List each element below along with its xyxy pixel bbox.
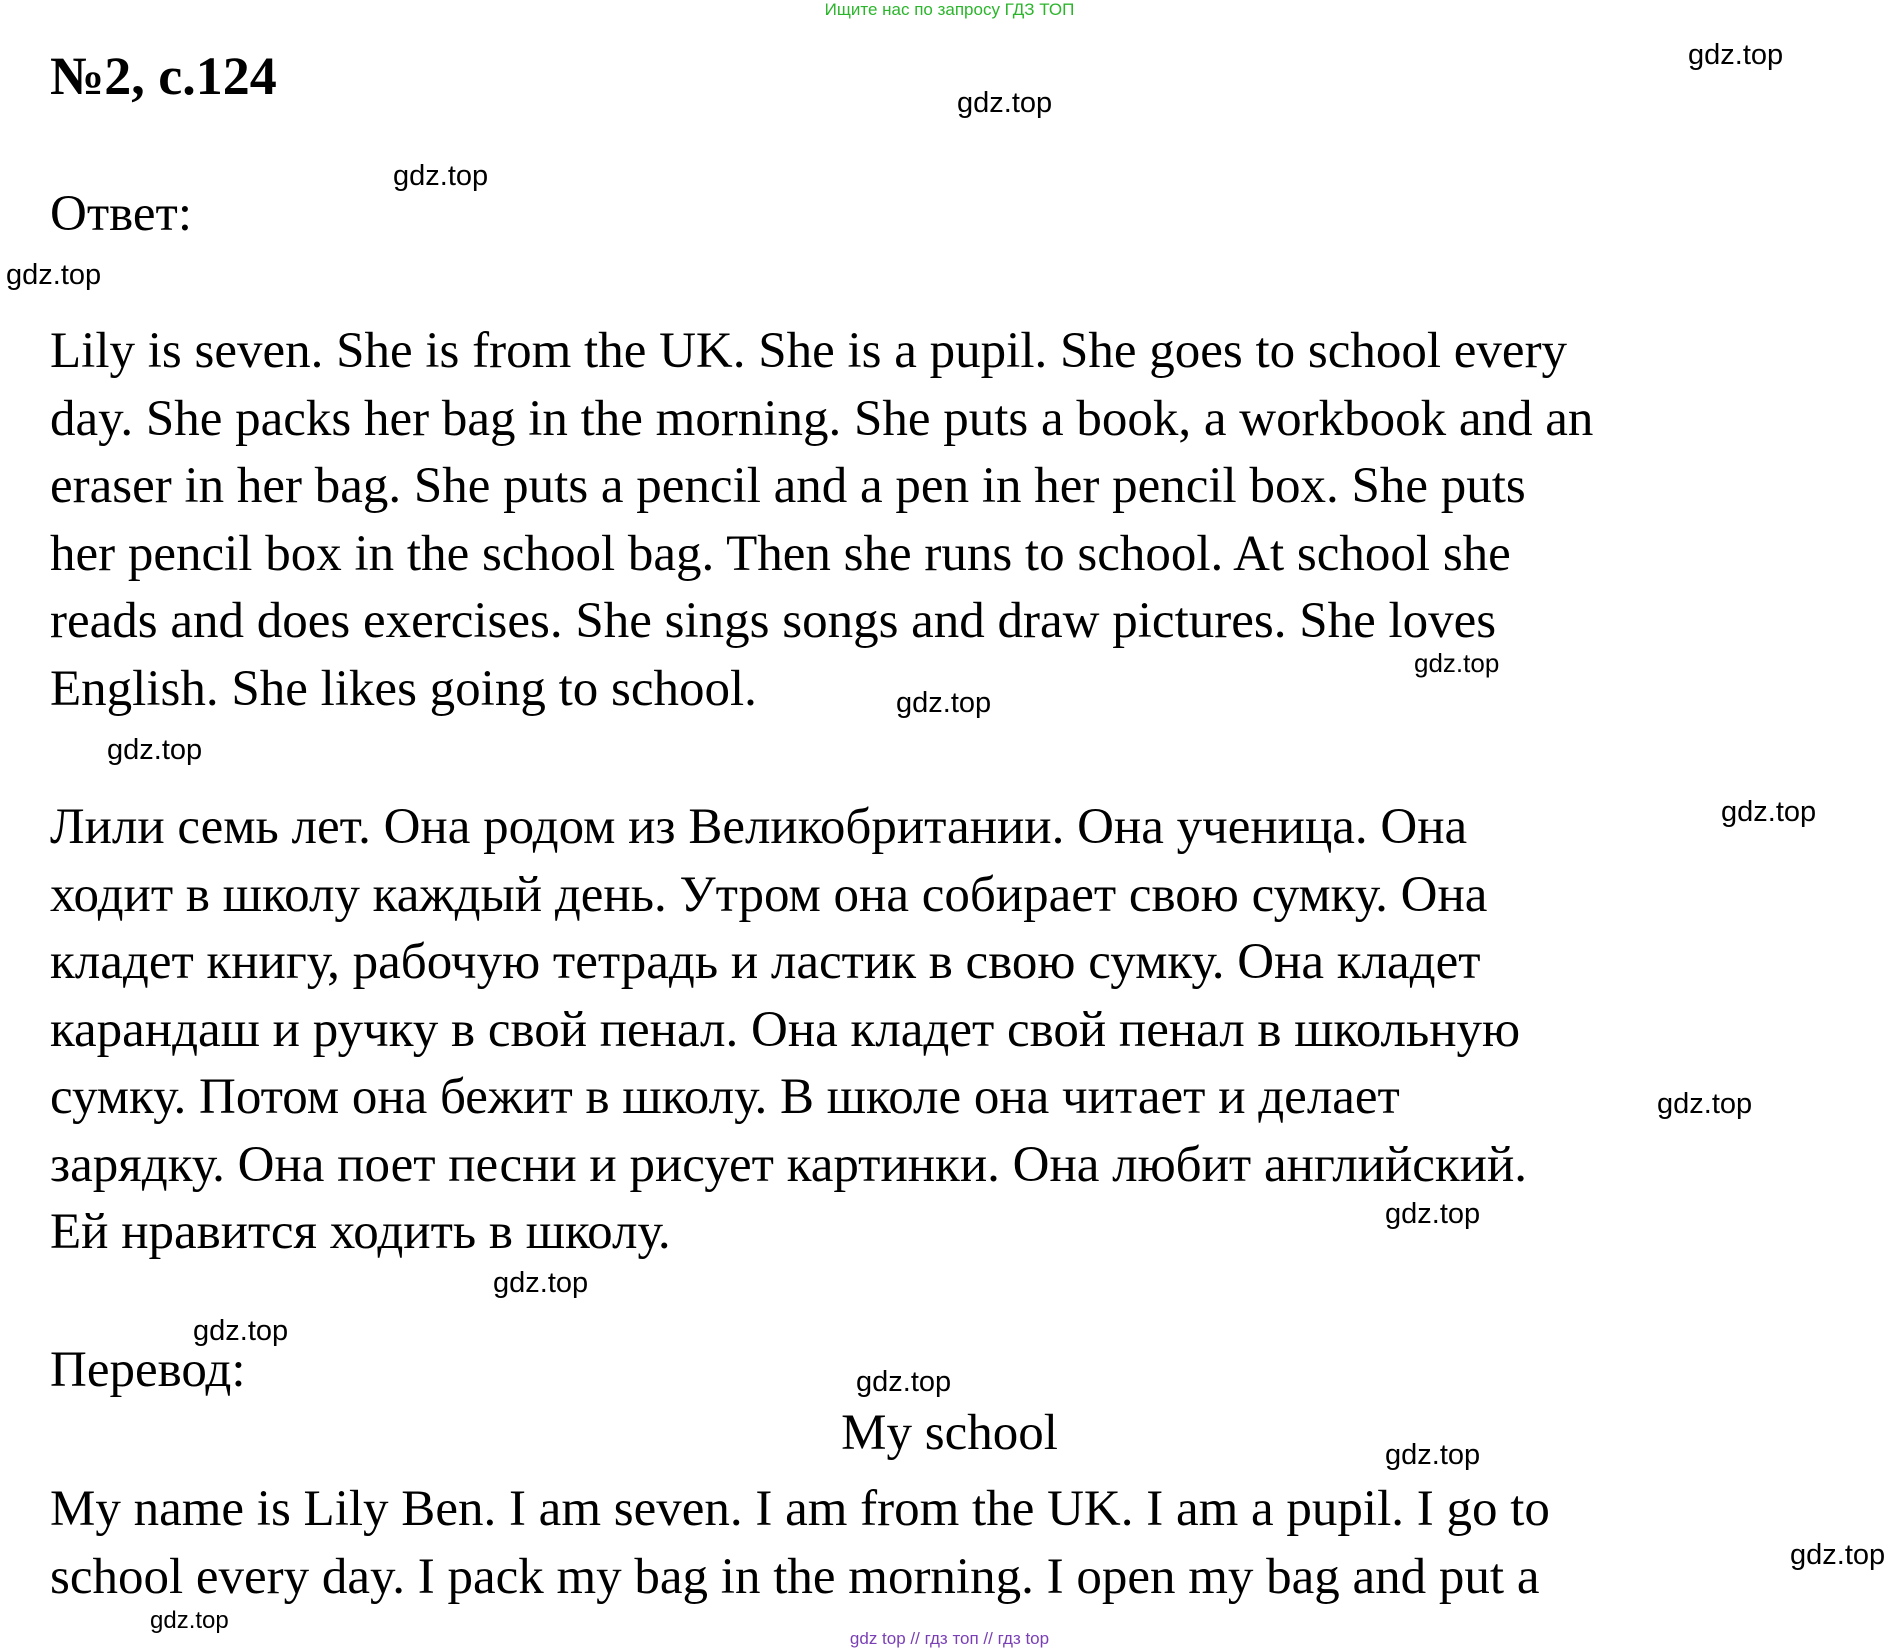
- text-line: her pencil box in the school bag. Then she runs to school. At school she: [50, 525, 1511, 582]
- watermark: gdz.top: [1385, 1439, 1481, 1471]
- watermark: gdz.top: [1790, 1539, 1886, 1571]
- watermark: gdz.top: [6, 259, 102, 291]
- watermark: gdz.top: [1657, 1088, 1753, 1120]
- watermark: gdz.top: [896, 687, 992, 719]
- text-line: сумку. Потом она бежит в школу. В школе она читает и делает: [50, 1069, 1400, 1125]
- text-line: My name is Lily Ben. I am seven. I am from the UK. I am a pupil. I go to: [50, 1481, 1550, 1537]
- watermark: gdz.top: [1385, 1198, 1481, 1230]
- watermark: gdz.top: [107, 734, 203, 766]
- text-line: eraser in her bag. She puts a pencil and a pen in her pencil box. She puts: [50, 458, 1526, 514]
- translation-text: [50, 1476, 1550, 1611]
- watermark: gdz.top: [193, 1315, 289, 1347]
- text-line: кладет книгу, рабочую тетрадь и ластик в свою сумку. Она кладет: [50, 934, 1481, 990]
- watermark: gdz.top: [957, 87, 1053, 119]
- translation-label: Перевод:: [50, 1342, 246, 1398]
- english-answer-text: [50, 318, 1593, 723]
- watermark: gdz.top: [1688, 39, 1784, 71]
- watermark: gdz.top: [856, 1366, 952, 1398]
- text-line: Ей нравится ходить в школу.: [50, 1204, 671, 1260]
- watermark: gdz.top: [393, 160, 489, 192]
- text-line: English. She likes going to school.: [50, 660, 757, 717]
- translation-title: My school: [841, 1405, 1058, 1461]
- text-line: Lily is seven. She is from the UK. She is a pupil. She goes to school every: [50, 323, 1568, 379]
- text-line: ходит в школу каждый день. Утром она собирает свою сумку. Она: [50, 866, 1488, 923]
- watermark: gdz.top: [493, 1267, 589, 1299]
- footer-watermark: gdz top // гдз топ // гдз top: [849, 1629, 1050, 1648]
- text-line: reads and does exercises. She sings songs and draw pictures. She loves: [50, 593, 1497, 649]
- watermark: gdz.top: [150, 1607, 229, 1634]
- answer-label: Ответ:: [50, 186, 192, 242]
- top-banner: Ищите нас по запросу ГДЗ ТОП: [824, 0, 1075, 19]
- watermark: gdz.top: [1414, 648, 1500, 678]
- text-line: day. She packs her bag in the morning. She puts a book, a workbook and an: [50, 390, 1594, 447]
- russian-answer-text: [50, 794, 1527, 1267]
- text-line: карандаш и ручку в свой пенал. Она кладет свой пенал в школьную: [50, 1001, 1521, 1058]
- watermark: gdz.top: [1721, 796, 1817, 828]
- text-line: Лили семь лет. Она родом из Великобритании. Она ученица. Она: [50, 799, 1468, 855]
- text-line: school every day. I pack my bag in the morning. I open my bag and put a: [50, 1548, 1540, 1605]
- text-line: зарядку. Она поет песни и рисует картинки. Она любит английский.: [50, 1136, 1528, 1193]
- exercise-heading: №2, с.124: [50, 46, 277, 106]
